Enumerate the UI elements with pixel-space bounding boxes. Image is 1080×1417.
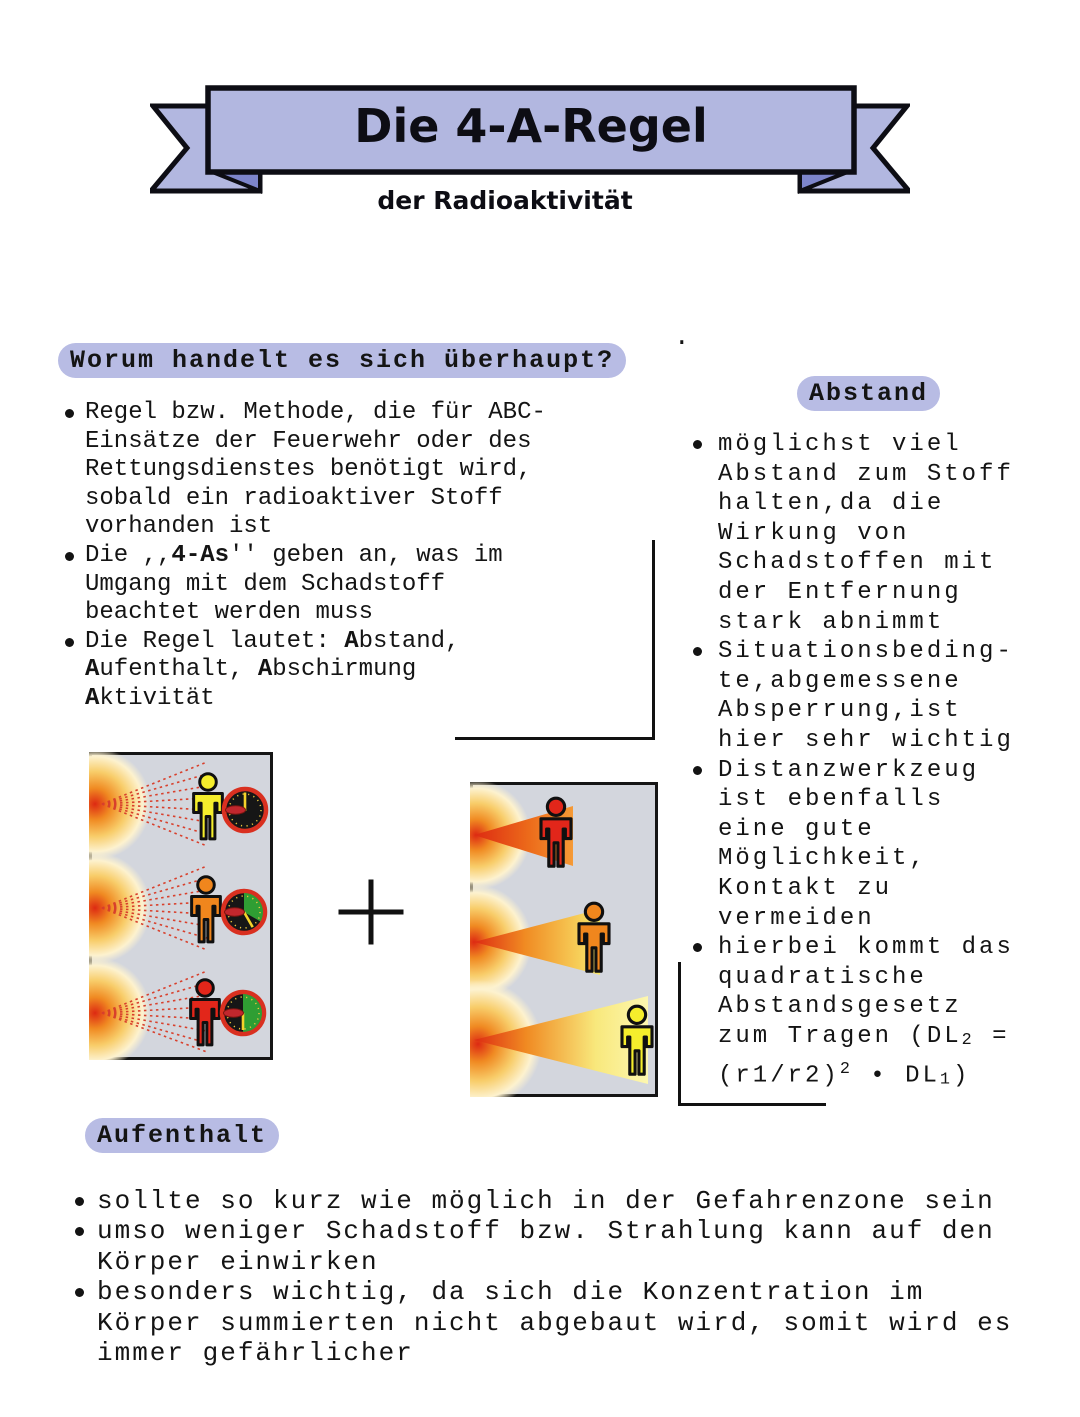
text-segment: umso weniger Schadstoff bzw. Strahlung kann auf den	[97, 1216, 995, 1247]
bullet-line	[718, 519, 1050, 549]
distance-illustration	[470, 782, 658, 1097]
bullet-line	[97, 1247, 1032, 1277]
section-heading-aufenthalt: Aufenthalt	[85, 1118, 279, 1153]
bullet-line	[718, 874, 1050, 904]
bullet-item	[690, 637, 1050, 755]
text-segment: immer gefährlicher	[97, 1338, 414, 1369]
page-title: Die 4-A-Regel	[354, 99, 708, 153]
bullet-line	[718, 637, 1050, 667]
text-segment: der Entfernung	[718, 578, 962, 606]
exposure-time-illustration	[89, 752, 273, 1060]
text-segment: bstand,	[358, 627, 460, 655]
text-segment: hierbei kommt das	[718, 934, 1014, 962]
bullet-item	[72, 1216, 1032, 1277]
bullet-line	[718, 667, 1050, 697]
stray-dot: .	[674, 322, 690, 352]
text-segment: Umgang mit dem Schadstoff	[85, 570, 446, 598]
bullet-line	[85, 456, 662, 485]
text-segment: 2	[961, 1030, 975, 1050]
bullet-line	[718, 489, 1050, 519]
text-segment: Situationsbeding-	[718, 638, 1014, 666]
text-segment: Die Regel lautet:	[85, 627, 345, 655]
text-segment: Wirkung von	[718, 519, 910, 547]
bullet-item	[62, 399, 662, 542]
text-segment: Die ,,	[85, 541, 172, 569]
text-segment: =	[974, 1022, 1010, 1050]
bullet-line	[97, 1216, 1032, 1246]
text-segment: sollte so kurz wie möglich in der Gefahrenzone sein	[97, 1186, 995, 1216]
text-segment: Kontakt zu	[718, 874, 893, 902]
text-segment: bschirmung	[272, 656, 417, 684]
bullet-line	[718, 430, 1050, 460]
text-segment: te,abgemessene	[718, 667, 962, 695]
figure-exposure-time	[89, 752, 273, 1065]
page-subtitle: der Radioaktivität	[377, 186, 633, 215]
bullet-line	[85, 428, 662, 457]
section-heading-worum: Worum handelt es sich überhaupt?	[58, 343, 626, 378]
bullet-item	[690, 756, 1050, 934]
connector-bracket-line	[678, 962, 826, 1106]
text-segment: ktivität	[99, 684, 215, 712]
bullet-line	[97, 1277, 1032, 1307]
aufenthalt-bullet-list	[72, 1186, 1032, 1368]
bullet-line	[97, 1186, 1032, 1216]
text-segment: Rettungsdienstes benötigt wird,	[85, 456, 532, 484]
text-segment: A	[85, 684, 100, 712]
bullet-line	[718, 815, 1050, 845]
text-segment: )	[953, 1062, 971, 1090]
bullet-item	[690, 430, 1050, 637]
bullet-line	[718, 904, 1050, 934]
text-segment: möglichst viel	[718, 431, 962, 458]
plus-sign	[338, 876, 404, 953]
stopwatch-icon	[222, 992, 264, 1034]
text-segment: Einsätze der Feuerwehr oder des	[85, 427, 532, 455]
connector-bracket-line	[455, 540, 655, 740]
bullet-line	[718, 785, 1050, 815]
text-segment: Absperrung,ist	[718, 697, 962, 725]
text-segment: Schadstoffen mit	[718, 549, 997, 577]
text-segment: 4-As	[171, 541, 230, 569]
bullet-line	[718, 608, 1050, 638]
bullet-line	[97, 1338, 1032, 1368]
bullet-line	[718, 933, 1050, 963]
stopwatch-icon	[224, 789, 266, 831]
bullet-line	[718, 844, 1050, 874]
text-segment: 1	[939, 1070, 953, 1090]
bullet-item	[72, 1277, 1032, 1368]
text-segment: A	[257, 656, 273, 684]
text-segment: sobald ein radioaktiver Stoff	[85, 484, 503, 512]
bullet-line	[97, 1308, 1032, 1338]
text-segment: Möglichkeit,	[718, 845, 927, 873]
text-segment: eine gute	[718, 815, 875, 843]
bullet-line	[718, 696, 1050, 726]
text-segment: A	[85, 656, 100, 684]
text-segment: '' geben an, was im	[229, 541, 503, 569]
bullet-line	[718, 578, 1050, 608]
bullet-line	[718, 548, 1050, 578]
text-segment: besonders wichtig, da sich die Konzentration im	[97, 1277, 925, 1308]
text-segment: quadratische	[718, 963, 927, 991]
text-segment: stark abnimmt	[718, 608, 945, 636]
text-segment: Körper einwirken	[97, 1246, 379, 1277]
text-segment: 2	[839, 1060, 853, 1080]
text-segment: beachtet werden muss	[85, 599, 374, 627]
text-segment: Distanzwerkzeug	[718, 756, 980, 784]
text-segment: Abstandsgesetz	[718, 993, 962, 1021]
bullet-line	[85, 513, 662, 542]
text-segment: ufenthalt,	[99, 656, 258, 684]
text-segment: A	[344, 627, 359, 655]
bullet-line	[85, 399, 662, 428]
text-segment: (r1/r2)	[718, 1062, 840, 1090]
bullet-line	[718, 460, 1050, 490]
text-segment: Körper summierten nicht abgebaut wird, somit wird es	[97, 1307, 1013, 1338]
stopwatch-icon	[223, 891, 265, 933]
text-segment: hier sehr wichtig	[718, 726, 1014, 754]
bullet-line	[85, 485, 662, 514]
text-segment: vermeiden	[718, 904, 875, 932]
text-segment: halten,da die	[718, 490, 945, 518]
text-segment: ist ebenfalls	[718, 786, 945, 814]
figure-distance	[470, 782, 658, 1102]
bullet-item	[72, 1186, 1032, 1216]
text-segment: vorhanden ist	[85, 513, 273, 541]
bullet-line	[718, 726, 1050, 756]
text-segment: Abstand zum Stoff	[718, 460, 1014, 488]
text-segment: zum Tragen (DL	[718, 1022, 962, 1050]
text-segment: • DL	[852, 1062, 940, 1090]
text-segment: Regel bzw. Methode, die für ABC-	[85, 399, 546, 426]
bullet-line	[718, 756, 1050, 786]
section-heading-abstand: Abstand	[797, 376, 940, 411]
